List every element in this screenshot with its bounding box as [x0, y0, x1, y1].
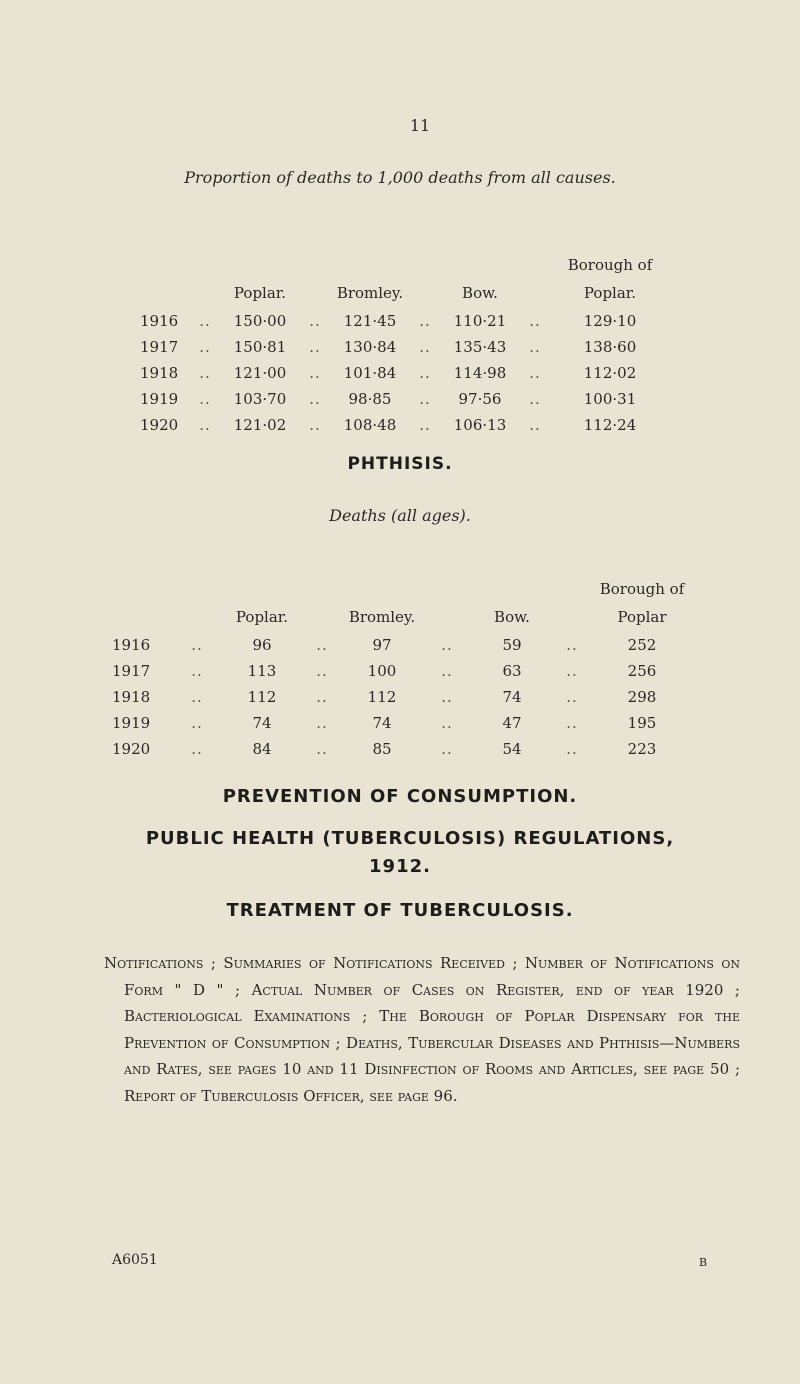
dot-leader: .. — [419, 338, 431, 356]
cell-bow: 47 — [502, 714, 522, 732]
dot-leader: .. — [441, 636, 453, 654]
dot-leader: .. — [419, 416, 431, 434]
cell-bromley: 121·45 — [343, 312, 397, 330]
dot-leader: .. — [191, 740, 203, 758]
dot-leader: .. — [529, 312, 541, 330]
cell-poplar: 112 — [247, 688, 277, 706]
column-header-bromley: Bromley. — [348, 608, 416, 626]
dot-leader: .. — [199, 338, 211, 356]
cell-poplar: 121·00 — [233, 364, 287, 382]
dot-leader: .. — [529, 416, 541, 434]
cell-poplar: 150·81 — [233, 338, 287, 356]
dot-leader: .. — [191, 714, 203, 732]
row-year: 1919 — [140, 390, 179, 408]
death-proportion-table — [140, 252, 670, 438]
cell-bromley: 100 — [367, 662, 397, 680]
dot-leader: .. — [316, 636, 328, 654]
dot-leader: .. — [419, 312, 431, 330]
column-header-borough-top: Borough of — [599, 580, 685, 598]
cell-poplar: 74 — [252, 714, 272, 732]
cell-bow: 135·43 — [453, 338, 507, 356]
table-row — [112, 658, 692, 684]
cell-bromley: 85 — [372, 740, 392, 758]
column-header-bow: Bow. — [494, 608, 530, 626]
dot-leader: .. — [309, 364, 321, 382]
phthisis-heading: PHTHISIS. — [347, 454, 453, 474]
dot-leader: .. — [316, 740, 328, 758]
table2-caption: Deaths (all ages). — [329, 506, 471, 525]
table-row — [112, 710, 692, 736]
cell-bow: 54 — [502, 740, 522, 758]
prevention-heading: PREVENTION OF CONSUMPTION. — [222, 786, 578, 807]
dot-leader: .. — [441, 688, 453, 706]
dot-leader: .. — [441, 662, 453, 680]
column-header-borough: Poplar. — [583, 284, 637, 302]
dot-leader: .. — [419, 364, 431, 382]
cell-bromley: 101·84 — [343, 364, 397, 382]
column-header-bromley: Bromley. — [336, 284, 404, 302]
row-year: 1920 — [140, 416, 179, 434]
table-header-row — [140, 278, 670, 308]
signature-mark: B — [699, 1256, 708, 1269]
dot-leader: .. — [529, 338, 541, 356]
table-header-row — [112, 602, 692, 632]
dot-leader: .. — [316, 714, 328, 732]
cell-borough: 138·60 — [583, 338, 637, 356]
dot-leader: .. — [191, 688, 203, 706]
printer-code: A6051 — [112, 1252, 158, 1268]
dot-leader: .. — [566, 714, 578, 732]
dot-leader: .. — [566, 636, 578, 654]
dot-leader: .. — [419, 390, 431, 408]
cell-borough: 112·24 — [583, 416, 637, 434]
row-year: 1917 — [140, 338, 179, 356]
row-year: 1916 — [140, 312, 179, 330]
cell-bow: 74 — [502, 688, 522, 706]
dot-leader: .. — [566, 688, 578, 706]
dot-leader: .. — [441, 714, 453, 732]
cell-borough: 223 — [627, 740, 657, 758]
dot-leader: .. — [309, 338, 321, 356]
cell-poplar: 150·00 — [233, 312, 287, 330]
table1-caption: Proportion of deaths to 1,000 deaths from all causes. — [184, 168, 616, 187]
table-header-row-top — [112, 576, 692, 602]
cell-borough: 298 — [627, 688, 657, 706]
dot-leader: .. — [529, 364, 541, 382]
public-health-heading-line1: PUBLIC HEALTH (TUBERCULOSIS) REGULATIONS, — [145, 828, 675, 849]
table-header-row-top — [140, 252, 670, 278]
page-number: 11 — [409, 116, 431, 135]
row-year: 1918 — [140, 364, 179, 382]
column-header-bow: Bow. — [462, 284, 498, 302]
table-row — [140, 334, 670, 360]
phthisis-deaths-table — [112, 576, 692, 762]
dot-leader: .. — [309, 312, 321, 330]
cell-bromley: 112 — [367, 688, 397, 706]
cell-poplar: 96 — [252, 636, 272, 654]
public-health-heading-line2: 1912. — [369, 856, 431, 877]
cell-bow: 110·21 — [453, 312, 507, 330]
cell-bromley: 98·85 — [348, 390, 392, 408]
table-row — [140, 412, 670, 438]
row-year: 1917 — [112, 662, 151, 680]
dot-leader: .. — [199, 390, 211, 408]
row-year: 1918 — [112, 688, 151, 706]
cell-borough: 256 — [627, 662, 657, 680]
dot-leader: .. — [199, 364, 211, 382]
cell-bow: 106·13 — [453, 416, 507, 434]
row-year: 1919 — [112, 714, 151, 732]
cell-borough: 252 — [627, 636, 657, 654]
cell-borough: 195 — [627, 714, 657, 732]
row-year: 1916 — [112, 636, 151, 654]
cell-poplar: 84 — [252, 740, 272, 758]
dot-leader: .. — [529, 390, 541, 408]
dot-leader: .. — [199, 416, 211, 434]
dot-leader: .. — [316, 688, 328, 706]
cell-bow: 59 — [502, 636, 522, 654]
dot-leader: .. — [441, 740, 453, 758]
table-row — [140, 308, 670, 334]
column-header-borough-top: Borough of — [567, 256, 653, 274]
cell-poplar: 121·02 — [233, 416, 287, 434]
treatment-heading: TREATMENT OF TUBERCULOSIS. — [226, 900, 574, 921]
cell-poplar: 113 — [247, 662, 277, 680]
column-header-poplar: Poplar. — [233, 284, 287, 302]
column-header-borough: Poplar — [617, 608, 667, 626]
cell-poplar: 103·70 — [233, 390, 287, 408]
row-year: 1920 — [112, 740, 151, 758]
table-row — [112, 632, 692, 658]
dot-leader: .. — [191, 662, 203, 680]
table-row — [140, 360, 670, 386]
dot-leader: .. — [199, 312, 211, 330]
cell-bow: 114·98 — [453, 364, 507, 382]
cell-bromley: 74 — [372, 714, 392, 732]
table-row — [112, 736, 692, 762]
cell-bromley: 130·84 — [343, 338, 397, 356]
cell-bow: 97·56 — [458, 390, 502, 408]
dot-leader: .. — [191, 636, 203, 654]
table-row — [112, 684, 692, 710]
cell-bromley: 108·48 — [343, 416, 397, 434]
table-row — [140, 386, 670, 412]
cell-borough: 129·10 — [583, 312, 637, 330]
dot-leader: .. — [566, 740, 578, 758]
notifications-paragraph: Notifications ; Summaries of Notifications Received ; Number of Notifications on Form " D " ; Actual Number of Cases on Register, end of year 1920 ; Bacteriological Examinations ; The Borough of Poplar Dispensary for the Prevention of Consumption ; Deaths, Tubercular Diseases and Phthisis—Numbers and Rates, see pages 10 and 11 Disinfection of Rooms and Articles, see page 50 ; Report of Tuberculosis Officer, see page 96. — [104, 954, 740, 1105]
cell-borough: 112·02 — [583, 364, 637, 382]
cell-bromley: 97 — [372, 636, 392, 654]
dot-leader: .. — [316, 662, 328, 680]
cell-bow: 63 — [502, 662, 522, 680]
dot-leader: .. — [309, 390, 321, 408]
column-header-poplar: Poplar. — [235, 608, 289, 626]
dot-leader: .. — [309, 416, 321, 434]
cell-borough: 100·31 — [583, 390, 637, 408]
dot-leader: .. — [566, 662, 578, 680]
